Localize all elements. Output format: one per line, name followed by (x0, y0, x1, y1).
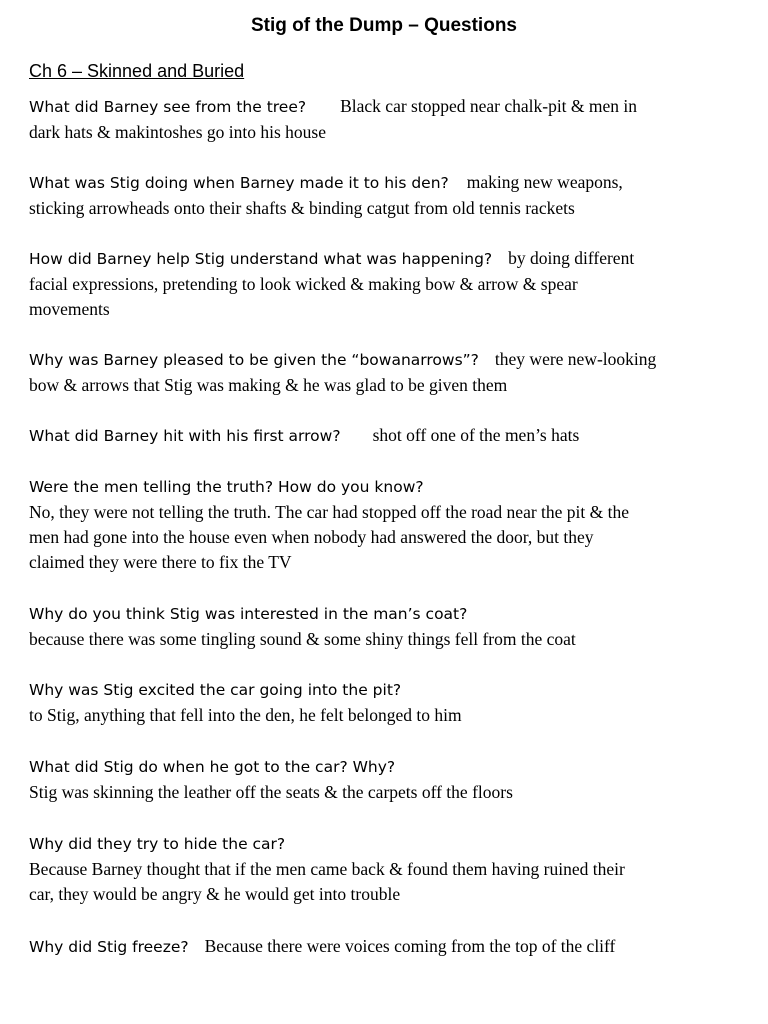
qa-item-1 (29, 94, 749, 145)
question-1: What did Barney see from the tree? (29, 98, 307, 116)
answer-8-line-1: to Stig, anything that fell into the den, he felt belonged to him (29, 705, 462, 725)
answer-5-line-1: shot off one of the men’s hats (372, 425, 580, 445)
question-8: Why was Stig excited the car going into the pit? (29, 681, 402, 699)
question-3: How did Barney help Stig understand what was happening? (29, 250, 493, 268)
answer-3-line-1: by doing different (508, 248, 635, 268)
question-2: What was Stig doing when Barney made it to his den? (29, 174, 449, 192)
chapter-heading: Ch 6 – Skinned and Buried (29, 61, 245, 81)
answer-4-line-2: bow & arrows that Stig was making & he was glad to be given them (29, 375, 508, 395)
qa-item-11 (29, 934, 749, 960)
answer-10-line-2: car, they would be angry & he would get into trouble (29, 884, 401, 904)
answer-3-line-3: movements (29, 299, 110, 319)
qa-item-8 (29, 678, 749, 728)
qa-item-4 (29, 347, 749, 398)
question-5: What did Barney hit with his first arrow? (29, 427, 341, 445)
answer-1-line-2: dark hats & makintoshes go into his house (29, 122, 326, 142)
answer-7-line-1: because there was some tingling sound & some shiny things fell from the coat (29, 629, 576, 649)
qa-item-10 (29, 832, 749, 907)
qa-item-9 (29, 755, 749, 805)
answer-11-line-1: Because there were voices coming from the top of the cliff (204, 936, 616, 956)
question-10: Why did they try to hide the car? (29, 835, 286, 853)
question-4: Why was Barney pleased to be given the “bowanarrows”? (29, 351, 479, 369)
answer-9-line-1: Stig was skinning the leather off the seats & the carpets off the floors (29, 782, 513, 802)
qa-item-6 (29, 475, 749, 575)
answer-6-line-3: claimed they were there to fix the TV (29, 552, 292, 572)
page-title: Stig of the Dump – Questions (250, 15, 517, 36)
answer-6-line-1: No, they were not telling the truth. The car had stopped off the road near the pit & the (29, 502, 630, 522)
qa-item-7 (29, 602, 749, 652)
question-6: Were the men telling the truth? How do you know? (29, 478, 424, 496)
answer-6-line-2: men had gone into the house even when nobody had answered the door, but they (29, 527, 594, 547)
question-7: Why do you think Stig was interested in the man’s coat? (29, 605, 468, 623)
question-11: Why did Stig freeze? (29, 938, 189, 956)
qa-item-2 (29, 170, 749, 221)
answer-2-line-2: sticking arrowheads onto their shafts & binding catgut from old tennis rackets (29, 198, 575, 218)
qa-item-5 (29, 423, 749, 449)
answer-10-line-1: Because Barney thought that if the men came back & found them having ruined their (29, 859, 625, 879)
answer-4-line-1: they were new-looking (494, 349, 657, 369)
question-9: What did Stig do when he got to the car? Why? (29, 758, 396, 776)
answer-2-line-1: making new weapons, (466, 172, 623, 192)
qa-item-3 (29, 246, 749, 322)
answer-3-line-2: facial expressions, pretending to look wicked & making bow & arrow & spear (29, 274, 578, 294)
answer-1-line-1: Black car stopped near chalk-pit & men in (340, 96, 638, 116)
